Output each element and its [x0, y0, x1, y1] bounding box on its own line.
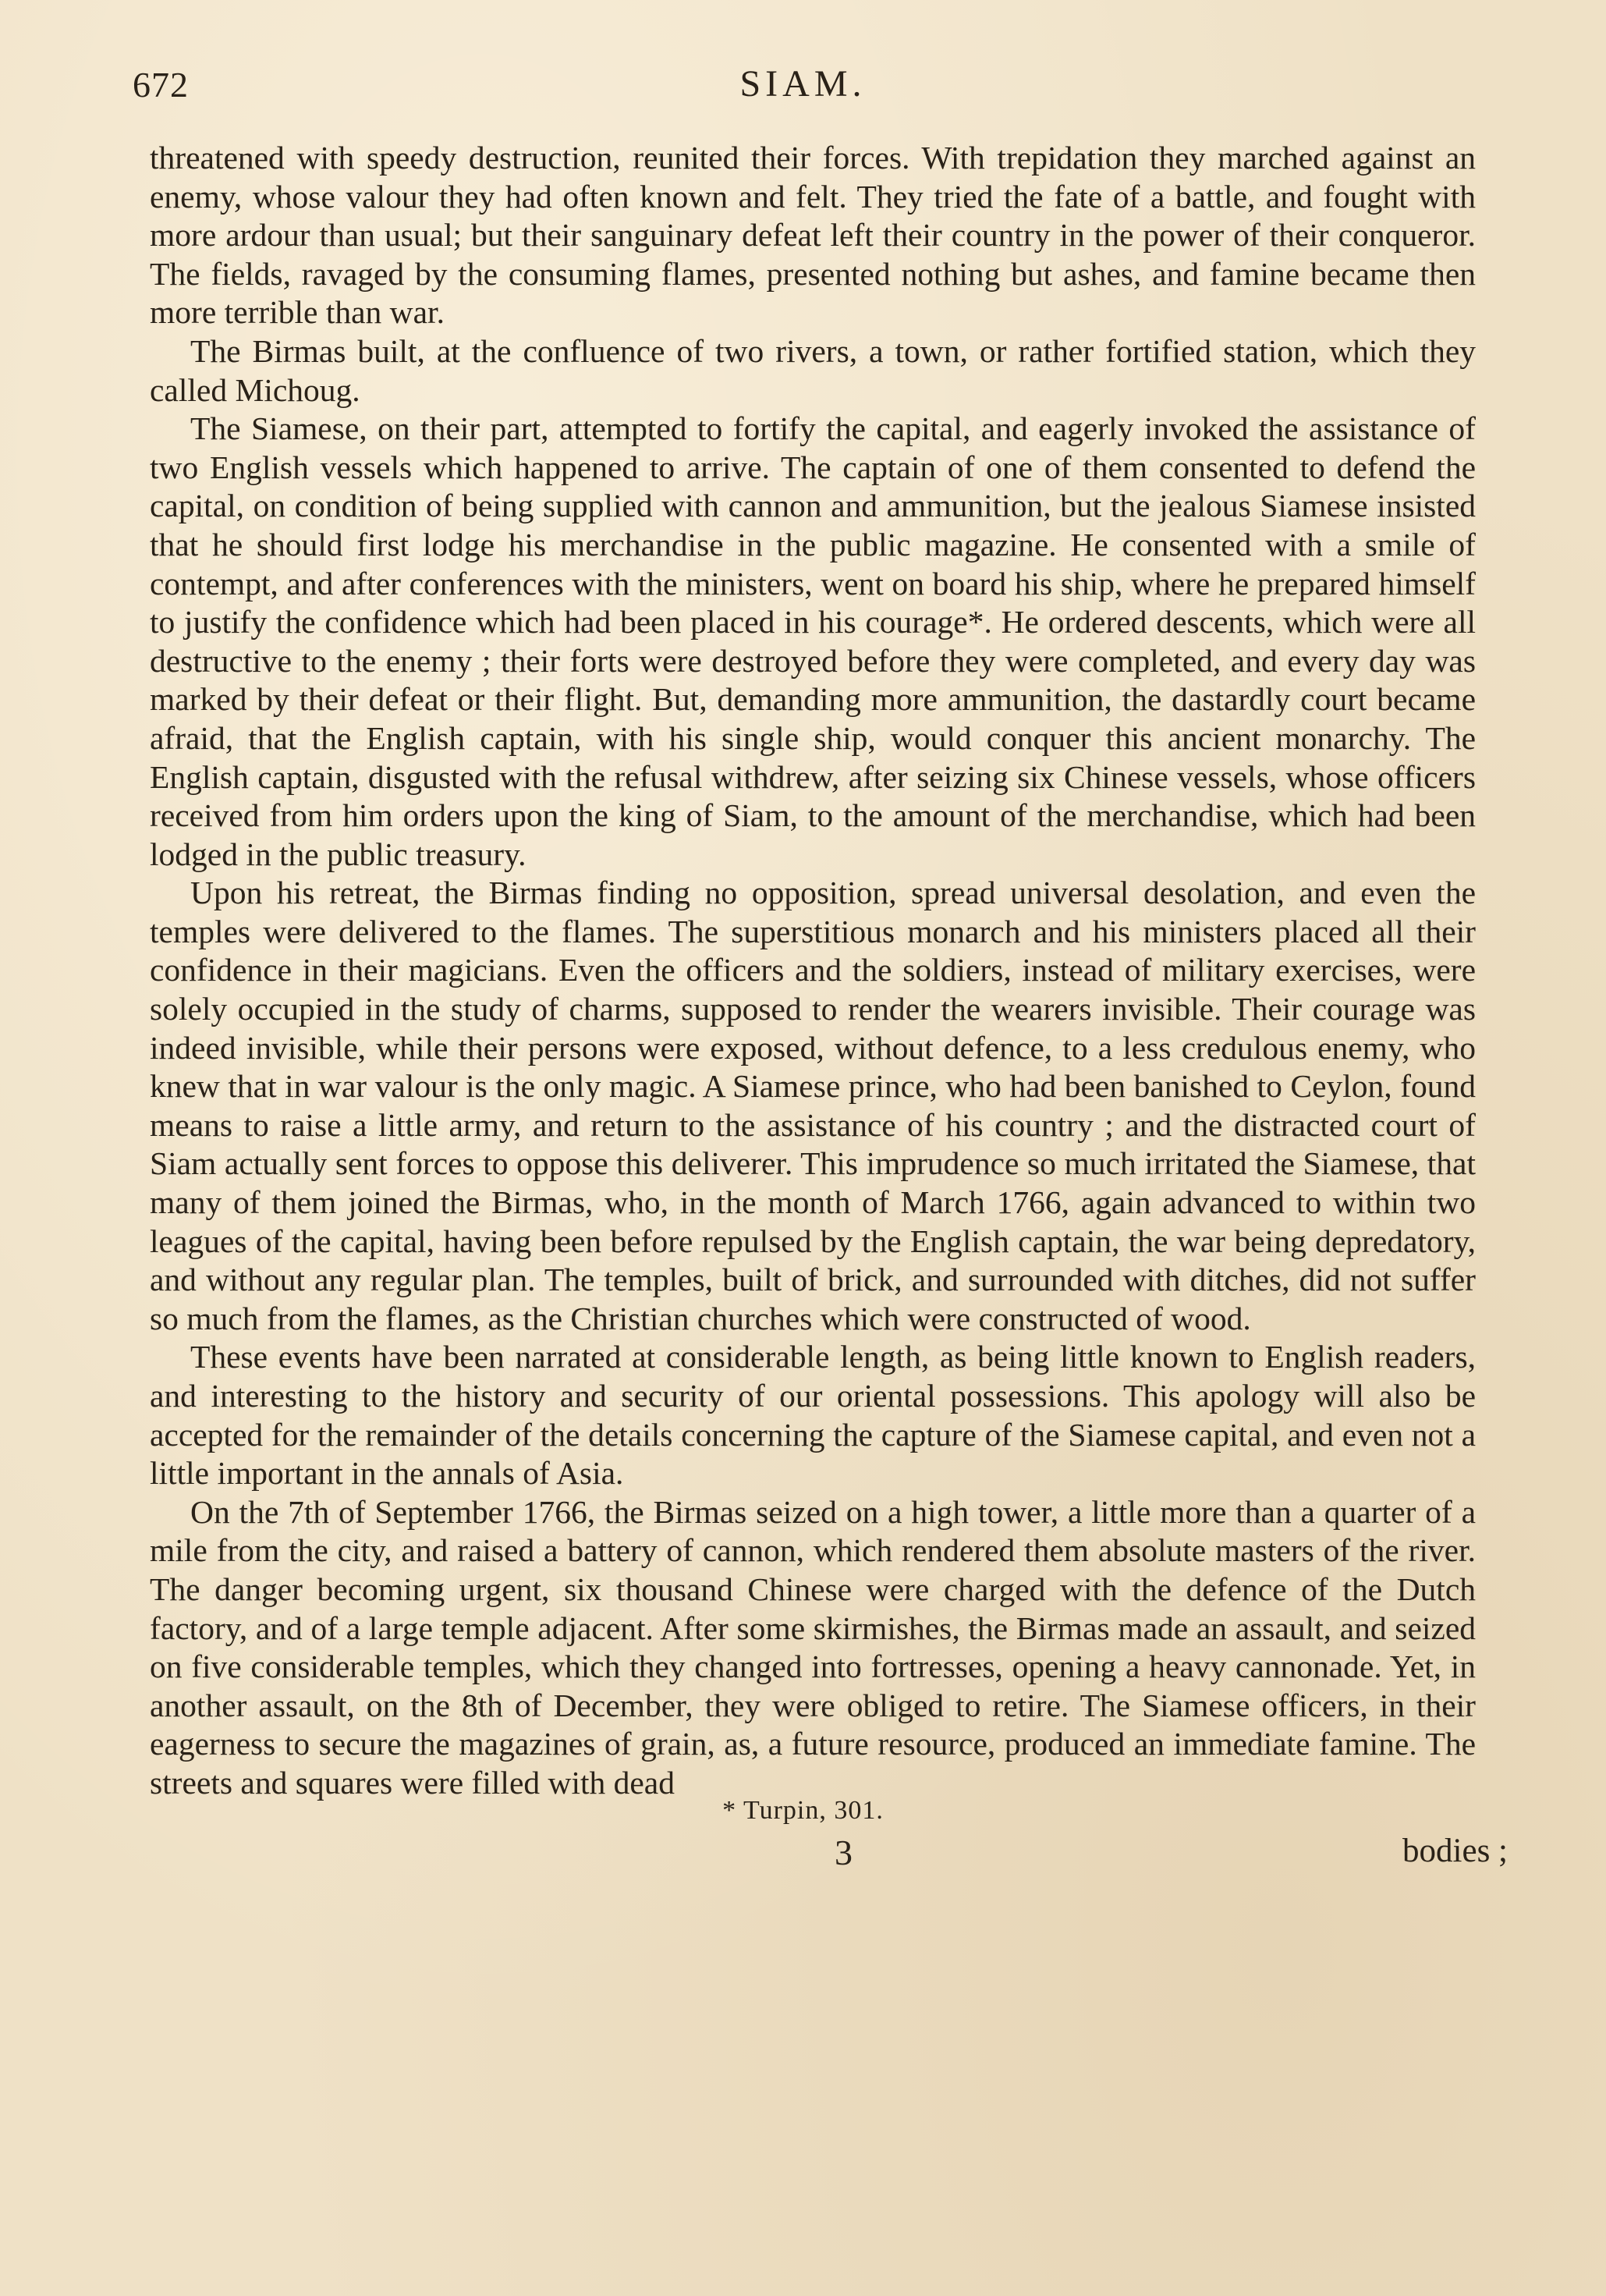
page-number: 672 [133, 65, 189, 105]
paragraph: Upon his retreat, the Birmas finding no opposition, spread universal desolation, and even the temples were delivered to the flames. The superstitious monarch and his ministers placed all their confidence in their magicians. Even the officers and the soldiers, instead of military exercises, were solely occupied in the study of charms, supposed to render the wearers invisible. Their courage was indeed invisible, while their persons were exposed, without defence, to a less credulous enemy, who knew that in war valour is the only magic. A Siamese prince, who had been banished to Ceylon, found means to raise a little army, and return to the assistance of his country ; and the distracted court of Siam actually sent forces to oppose this deliverer. This imprudence so much irritated the Siamese, that many of them joined the Birmas, who, in the month of March 1766, again advanced to within two leagues of the capital, having been before repulsed by the English captain, the war being depredatory, and without any regular plan. The temples, built of brick, and surrounded with ditches, did not suffer so much from the flames, as the Christian churches which were constructed of wood. [150, 875, 1476, 1336]
paragraph: On the 7th of September 1766, the Birmas seized on a high tower, a little more than a quarter of a mile from the city, and raised a battery of cannon, which rendered them absolute masters of the river. The danger becoming urgent, six thousand Chinese were charged with the defence of the Dutch factory, and of a large temple adjacent. After some skirmishes, the Birmas made an assault, and seized on five considerable temples, which they changed into fortresses, opening a heavy cannonade. Yet, in another assault, on the 8th of December, they were obliged to retire. The Siamese officers, in their eagerness to secure the magazines of grain, as, a future resource, produced an immediate famine. The streets and squares were filled with dead [150, 1493, 1476, 1801]
catchword: bodies ; [1402, 1833, 1508, 1869]
body-text [150, 139, 1476, 1803]
paragraph: threatened with speedy destruction, reunited their forces. With trepidation they marched against an enemy, whose valour they had often known and felt. They tried the fate of a battle, and fought with more ardour than usual; but their sanguinary defeat left their country in the power of their conqueror. The fields, ravaged by the consuming flames, presented nothing but ashes, and famine became then more terrible than war. [150, 140, 1476, 331]
footnote: * Turpin, 301. [722, 1796, 884, 1825]
paragraph: The Siamese, on their part, attempted to fortify the capital, and eagerly invoked the assistance of two English vessels which happened to arrive. The captain of one of them consented to defend the capital, on condition of being supplied with cannon and ammunition, but the jealous Siamese insisted that he should first lodge his merchandise in the public magazine. He consented with a smile of contempt, and after conferences with the ministers, went on board his ship, where he prepared himself to justify the confidence which had been placed in his courage*. He ordered descents, which were all destructive to the enemy ; their forts were destroyed before they were completed, and every day was marked by their defeat or their flight. But, demanding more ammunition, the dastardly court became afraid, that the English captain, with his single ship, would conquer this ancient monarchy. The English captain, disgusted with the refusal withdrew, after seizing six Chinese vessels, whose officers received from him orders upon the king of Siam, to the amount of the merchandise, which had been lodged in the public treasury. [150, 410, 1476, 872]
paragraph: The Birmas built, at the confluence of two rivers, a town, or rather fortified station, which they called Michoug. [150, 332, 1476, 408]
paragraph: These events have been narrated at considerable length, as being little known to English readers, and interesting to the history and security of our oriental possessions. This apology will also be accepted for the remainder of the details concerning the capture of the Siamese capital, and even not a little important in the annals of Asia. [150, 1339, 1476, 1492]
signature-mark: 3 [835, 1833, 853, 1872]
running-head: SIAM. [739, 63, 867, 105]
